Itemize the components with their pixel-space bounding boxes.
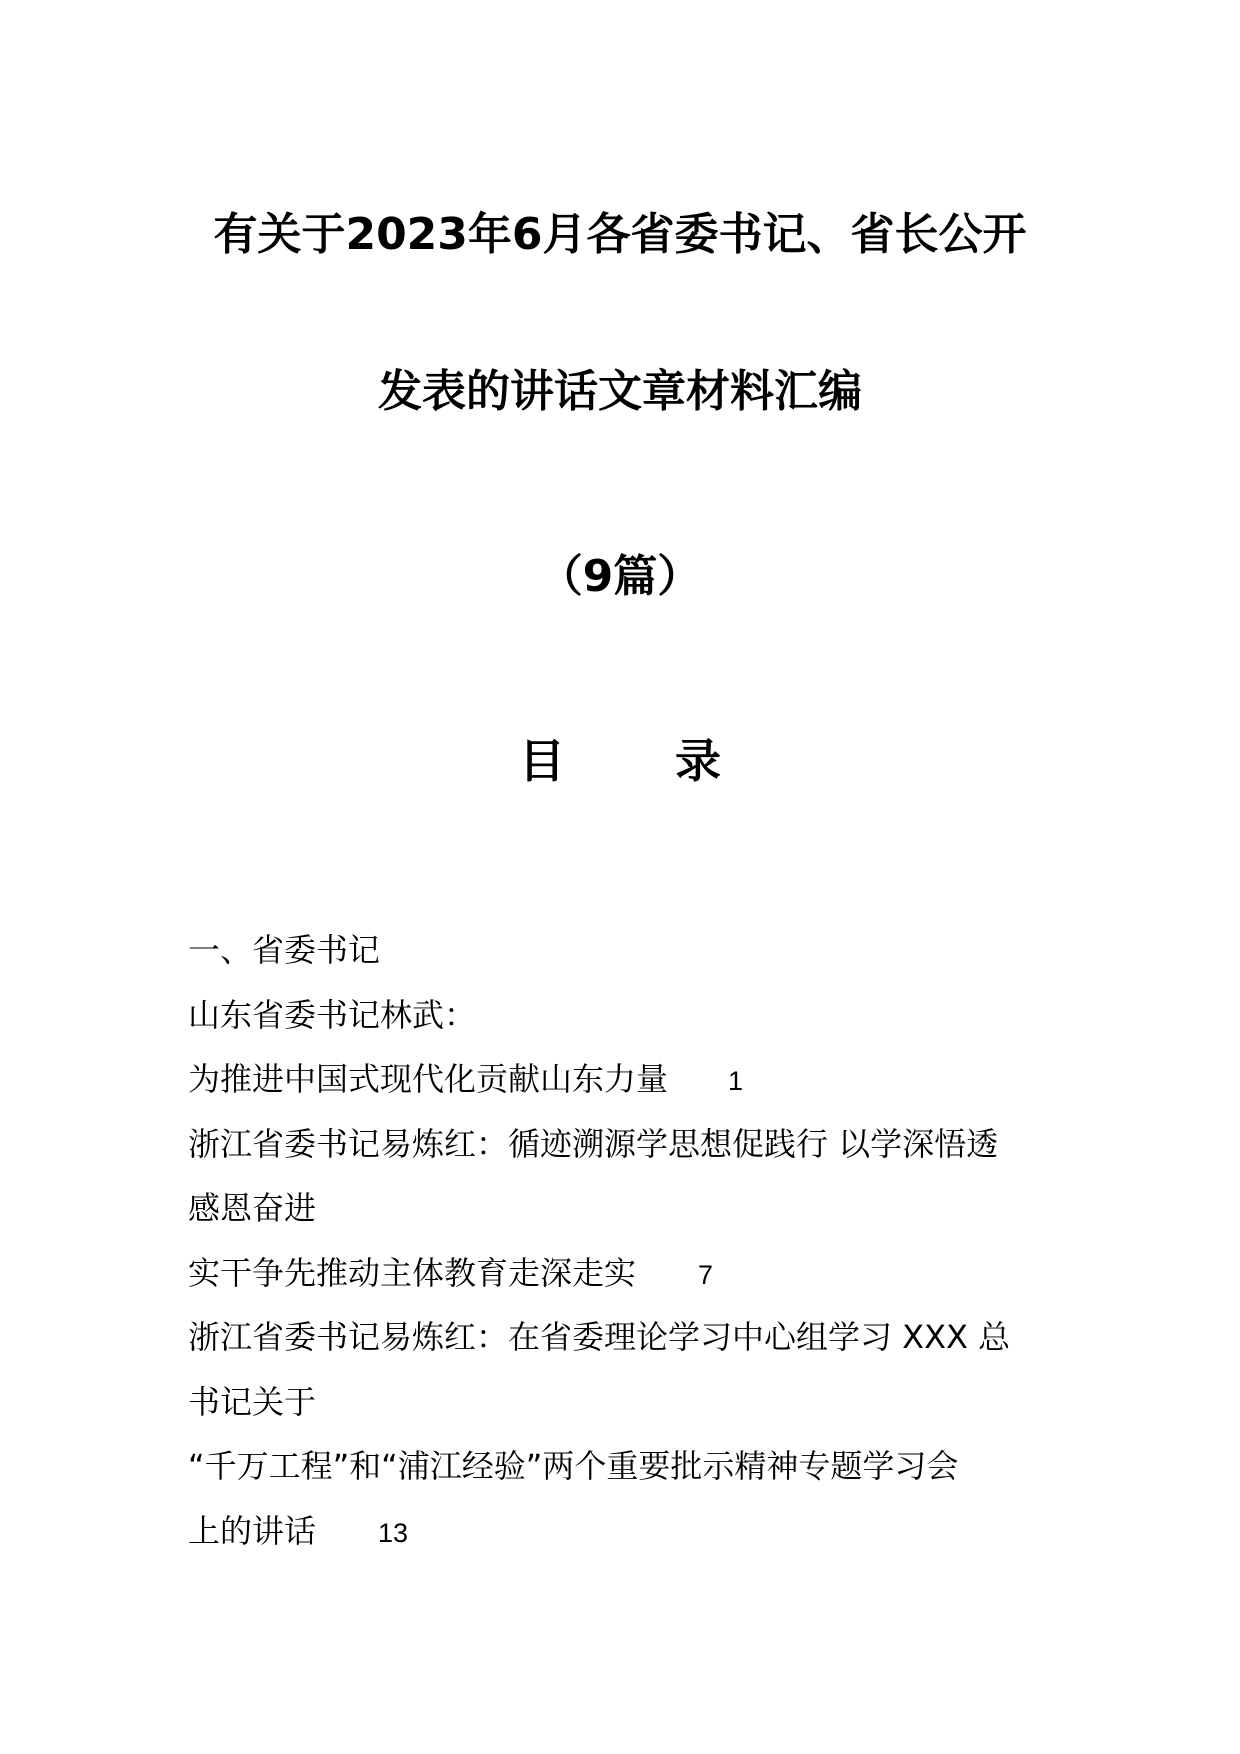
toc-entry-1-page-number: 1 (728, 1066, 744, 1096)
toc-entry-3-title[interactable]: 上的讲话 (188, 1511, 317, 1550)
toc-entry-2-line-1[interactable]: 浙江省委书记易炼红：循迹溯源学思想促践行 以学深悟透 (188, 1124, 999, 1163)
document-count-label: （9篇） (538, 551, 702, 602)
toc-entry-3-line-2[interactable]: 书记关于 (188, 1382, 317, 1421)
toc-entry-2-line-3[interactable] (188, 1241, 1068, 1306)
toc-entry-3-line-4[interactable] (188, 1499, 1068, 1564)
toc-heading-char-1: 目 (519, 734, 565, 788)
toc-heading-char-2: 录 (675, 734, 721, 788)
document-title-line-2: 发表的讲话文章材料汇编 (378, 366, 862, 417)
toc-entry-3-line-1[interactable]: 浙江省委书记易炼红：在省委理论学习中心组学习 XXX 总 (188, 1318, 1011, 1356)
toc-entry-1-line-2[interactable] (188, 1047, 1068, 1112)
toc-entry-2-page-number: 7 (698, 1259, 714, 1290)
toc-entry-1-line-1[interactable]: 山东省委书记林武： (188, 995, 477, 1034)
document-title-line-1: 有关于2023年6月各省委书记、省长公开 (213, 209, 1027, 260)
toc-section-heading: 一、省委书记 (188, 931, 381, 969)
table-of-contents (188, 918, 1068, 1563)
toc-heading (0, 731, 1240, 791)
toc-entry-2-line-2[interactable]: 感恩奋进 (188, 1189, 317, 1227)
toc-entry-1-title[interactable]: 为推进中国式现代化贡献山东力量 (188, 1060, 669, 1098)
toc-entry-3-line-3[interactable]: “千万工程”和“浦江经验”两个重要批示精神专题学习会 (188, 1447, 959, 1485)
toc-entry-2-title[interactable]: 实干争先推动主体教育走深走实 (188, 1253, 637, 1292)
toc-entry-3-page-number: 13 (378, 1517, 409, 1548)
